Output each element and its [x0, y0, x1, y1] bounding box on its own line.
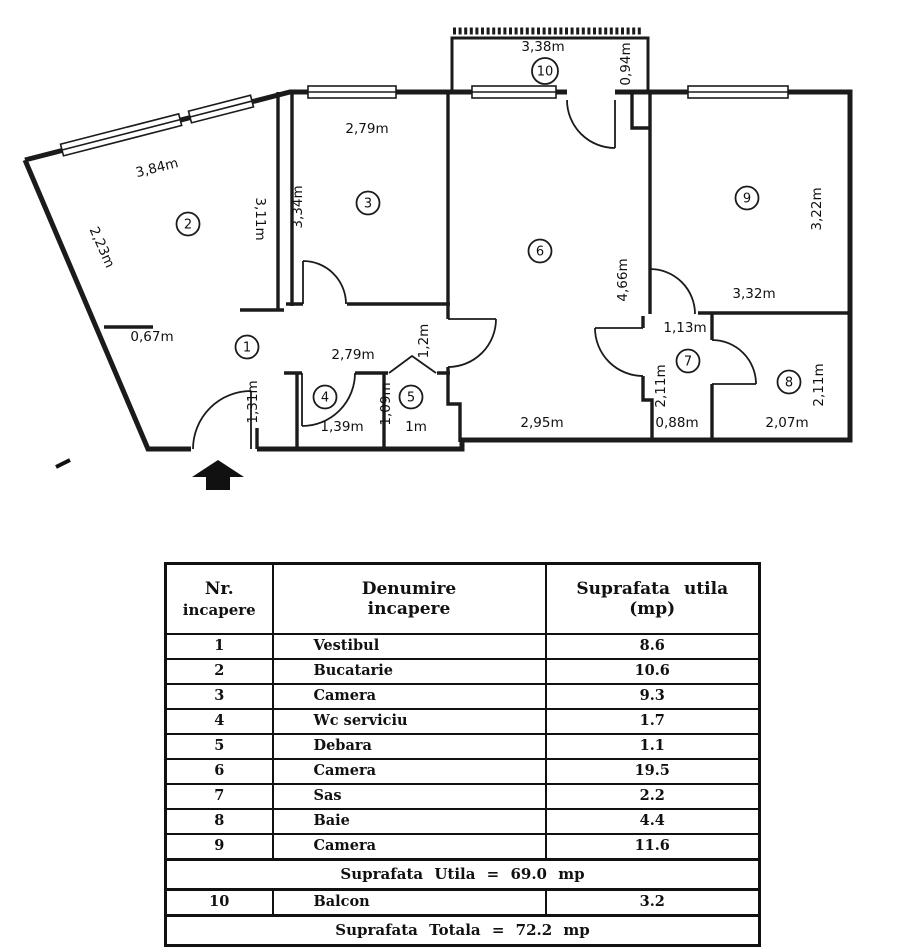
cell-room-area: 1.1 — [546, 734, 760, 759]
cell-room-number: 1 — [166, 634, 273, 659]
cell-room-area: 8.6 — [546, 634, 760, 659]
door-room6-right — [595, 328, 643, 376]
dim-room5-bottom: 1m — [405, 419, 427, 435]
table-row-balcon — [166, 890, 760, 916]
cell-room-area: 19.5 — [546, 759, 760, 784]
area-table-container — [164, 562, 758, 947]
cell-room-number: 2 — [166, 659, 273, 684]
door-entrance — [193, 391, 251, 449]
room-number-7 — [677, 350, 700, 373]
header-suprafata-line2: (mp) — [629, 599, 676, 619]
cell-room-name: Debara — [273, 734, 546, 759]
total-row — [166, 916, 760, 946]
header-denumire — [273, 564, 546, 635]
svg-text:6: 6 — [535, 244, 545, 260]
cell-room-area: 9.3 — [546, 684, 760, 709]
entrance-arrow-icon — [192, 460, 244, 490]
header-nr-line1: Nr. — [204, 579, 234, 599]
cell-room-area: 1.7 — [546, 709, 760, 734]
room-number-1 — [236, 336, 259, 359]
dim-room2-left: 2,23m — [85, 224, 118, 271]
cell-room-number: 5 — [166, 734, 273, 759]
cell-room-name: Balcon — [273, 890, 546, 916]
dim-room2-top: 3,84m — [134, 155, 180, 182]
table-header-row — [166, 564, 760, 635]
cell-room-name: Bucatarie — [273, 659, 546, 684]
total-label: Suprafata Totala = 72.2 mp — [166, 916, 760, 946]
cell-room-name: Camera — [273, 684, 546, 709]
cell-room-name: Baie — [273, 809, 546, 834]
table-row — [166, 759, 760, 784]
cell-room-number: 4 — [166, 709, 273, 734]
table-row — [166, 834, 760, 860]
dim-room6-right: 4,66m — [615, 258, 631, 302]
window-room6 — [472, 86, 556, 98]
dim-vestibul-width: 1,31m — [245, 380, 261, 424]
dim-room8-right: 2,11m — [811, 363, 827, 407]
room-number-4 — [314, 386, 337, 409]
cell-room-area: 4.4 — [546, 809, 760, 834]
cell-room-name: Sas — [273, 784, 546, 809]
dim-room5-left: 1,09m — [378, 382, 394, 426]
room-number-9 — [736, 187, 759, 210]
dim-room2-right: 3,11m — [252, 197, 268, 241]
dim-room9-bottom: 3,32m — [732, 286, 776, 302]
cell-room-number: 9 — [166, 834, 273, 860]
svg-text:1: 1 — [242, 340, 252, 356]
room-number-8 — [778, 371, 801, 394]
table-row — [166, 734, 760, 759]
dim-balcony-width: 3,38m — [521, 39, 565, 55]
svg-text:10: 10 — [536, 64, 554, 80]
room-number-3 — [357, 192, 380, 215]
dim-balcony-depth: 0,94m — [618, 42, 634, 86]
dim-room4-bottom: 1,39m — [320, 419, 364, 435]
table-row — [166, 659, 760, 684]
dim-room3-left: 3,34m — [290, 185, 306, 229]
cell-room-name: Vestibul — [273, 634, 546, 659]
table-row — [166, 784, 760, 809]
dim-hall-width: 2,79m — [331, 347, 375, 363]
cell-room-number: 10 — [166, 890, 273, 916]
table-row — [166, 809, 760, 834]
header-suprafata — [546, 564, 760, 635]
cell-room-name: Wc serviciu — [273, 709, 546, 734]
cell-room-area: 11.6 — [546, 834, 760, 860]
header-nr-incapere — [166, 564, 273, 635]
door-room3 — [303, 261, 346, 304]
dim-room8-bottom: 2,07m — [765, 415, 809, 431]
header-suprafata-line1: Suprafata utila — [576, 579, 729, 599]
svg-text:8: 8 — [784, 375, 794, 391]
room-number-6 — [529, 240, 552, 263]
svg-text:9: 9 — [742, 191, 752, 207]
dim-sas-top: 1,13m — [663, 320, 707, 336]
cell-room-number: 6 — [166, 759, 273, 784]
cell-room-number: 3 — [166, 684, 273, 709]
door-sas-room8 — [712, 340, 756, 384]
room-number-10 — [532, 58, 558, 84]
svg-text:3: 3 — [363, 196, 373, 212]
area-table — [164, 562, 761, 947]
dim-hall-door: 1,2m — [416, 323, 432, 359]
north-tick-icon — [56, 460, 70, 467]
cell-room-area: 10.6 — [546, 659, 760, 684]
table-row — [166, 634, 760, 659]
dim-sas-bottom: 0,88m — [655, 415, 699, 431]
cell-room-name: Camera — [273, 834, 546, 860]
cell-room-area: 3.2 — [546, 890, 760, 916]
door-balcony — [567, 100, 615, 148]
room-number-2 — [177, 213, 200, 236]
room-number-5 — [400, 386, 423, 409]
svg-text:2: 2 — [183, 217, 193, 233]
door-sas-room9 — [650, 269, 695, 314]
subtotal-label: Suprafata Utila = 69.0 mp — [166, 860, 760, 890]
cell-room-number: 8 — [166, 809, 273, 834]
svg-text:4: 4 — [320, 390, 330, 406]
dim-room9-right: 3,22m — [809, 187, 825, 231]
dim-room3-top: 2,79m — [345, 121, 389, 137]
cell-room-name: Camera — [273, 759, 546, 784]
svg-text:7: 7 — [683, 354, 693, 370]
dim-sas-left: 2,11m — [653, 364, 669, 408]
window-room3 — [308, 86, 396, 98]
window-room2-upper — [189, 95, 254, 123]
window-room9 — [688, 86, 788, 98]
outer-walls — [25, 92, 850, 449]
subtotal-row — [166, 860, 760, 890]
dim-room6-bottom: 2,95m — [520, 415, 564, 431]
dim-room2-stub: 0,67m — [130, 329, 174, 345]
cell-room-number: 7 — [166, 784, 273, 809]
header-denumire-line2: incapere — [367, 599, 451, 619]
cell-room-area: 2.2 — [546, 784, 760, 809]
table-row — [166, 709, 760, 734]
door-room6-left — [448, 319, 496, 367]
svg-text:5: 5 — [406, 390, 416, 406]
header-denumire-line1: Denumire — [361, 579, 457, 599]
window-room2-lower — [61, 114, 182, 156]
interior-walls — [104, 92, 850, 449]
table-row — [166, 684, 760, 709]
header-nr-line2: incapere — [182, 601, 256, 619]
